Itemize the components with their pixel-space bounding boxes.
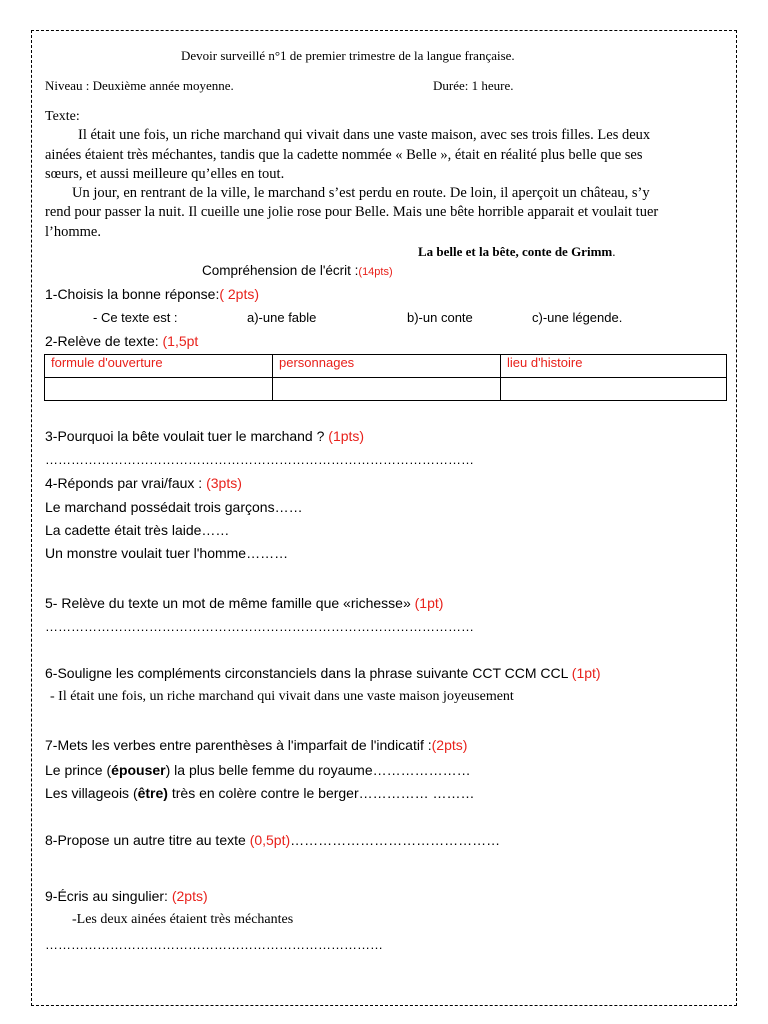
table-header-cell: formule d'ouverture: [45, 355, 273, 378]
question-4: [45, 475, 242, 491]
question-5: [45, 595, 443, 611]
text-source: [418, 244, 615, 260]
text-line: ainées étaient très méchantes, tandis que la cadette nommée « Belle », était en réalité plus belle que ses: [45, 147, 643, 163]
verb-line-start: Le prince (: [45, 762, 112, 778]
question-8-label: 8-Propose un autre titre au texte: [45, 832, 246, 848]
true-false-item: La cadette était très laide……: [45, 522, 230, 538]
text-label: Texte:: [45, 109, 80, 124]
text-line: sœurs, et aussi meilleure qu’elles en tout.: [45, 166, 285, 182]
question-2-label: 2-Relève de texte:: [45, 333, 159, 349]
question-7-points: (2pts): [431, 737, 468, 753]
text-line: rend pour passer la nuit. Il cueille une jolie rose pour Belle. Mais une bête horrible apparait et voulait tuer: [45, 204, 659, 220]
question-9-points: (2pts): [171, 888, 208, 904]
question-6-label: 6-Souligne les compléments circonstanciels dans la phrase suivante CCT CCM CCL: [45, 665, 568, 681]
question-8: [45, 832, 500, 848]
comprehension-heading: [202, 263, 393, 278]
answer-dots: ……………………………………………………………………: [45, 937, 383, 952]
question-1-label: 1-Choisis la bonne réponse:: [45, 286, 220, 302]
table-row: [45, 378, 727, 401]
question-9-sentence: -Les deux ainées étaient très méchantes: [72, 912, 294, 927]
question-6-points: (1pt): [571, 665, 601, 681]
question-6-sentence: - Il était une fois, un riche marchand qui vivait dans une vaste maison joyeusement: [50, 689, 514, 704]
answer-dots: ………………………………………………………………………………………: [45, 619, 474, 634]
question-9: [45, 888, 208, 904]
verb-line-start: Les villageois (: [45, 785, 138, 801]
exam-title: Devoir surveillé n°1 de premier trimestre de la langue française.: [181, 48, 515, 63]
duration-label: Durée: 1 heure.: [433, 78, 514, 93]
text-line: l’homme.: [45, 224, 101, 240]
text-source-bold: La belle et la bête, conte de Grimm: [418, 244, 613, 259]
verb-line: [45, 762, 471, 778]
level-label: Niveau : Deuxième année moyenne.: [45, 78, 234, 93]
table-cell: [45, 378, 273, 401]
verb-line-end: très en colère contre le berger…………… ………: [167, 785, 475, 801]
table-header-cell: lieu d'histoire: [501, 355, 727, 378]
question-4-label: 4-Réponds par vrai/faux :: [45, 475, 203, 491]
table-cell: [273, 378, 501, 401]
question-4-points: (3pts): [206, 475, 242, 491]
question-5-label: 5- Relève du texte un mot de même famille que «richesse»: [45, 595, 411, 611]
text-line: Un jour, en rentrant de la ville, le marchand s’est perdu en route. De loin, il aperçoit un château, s’y: [72, 185, 650, 201]
question-2: [45, 333, 198, 349]
question-1-stem: - Ce texte est :: [93, 310, 178, 325]
question-1-points: ( 2pts): [219, 286, 260, 302]
table-header-cell: personnages: [273, 355, 501, 378]
question-5-points: (1pt): [414, 595, 444, 611]
question-9-label: 9-Écris au singulier:: [45, 888, 168, 904]
option-b: b)-un conte: [407, 310, 473, 325]
verb-bold: être): [137, 785, 168, 801]
table-header-row: [45, 355, 727, 378]
question-3-label: 3-Pourquoi la bête voulait tuer le marchand ?: [45, 428, 325, 444]
text-source-end: .: [612, 244, 616, 259]
question-3: [45, 428, 364, 444]
question-8-points: (0,5pt): [249, 832, 291, 848]
verb-line: [45, 785, 475, 801]
question-3-points: (1pts): [328, 428, 365, 444]
question-2-points: (1,5pt: [162, 333, 199, 349]
true-false-item: Le marchand possédait trois garçons……: [45, 499, 303, 515]
answer-table: [44, 354, 727, 401]
text-line: Il était une fois, un riche marchand qui vivait dans une vaste maison, avec ses trois filles. Les deux: [78, 127, 651, 143]
comprehension-label: Compréhension de l'écrit :: [202, 263, 359, 278]
question-6: [45, 665, 601, 681]
question-7: [45, 737, 467, 753]
answer-dots: ………………………………………………………………………………………: [45, 452, 474, 467]
comprehension-points: (14pts): [358, 266, 393, 278]
option-c: c)-une légende.: [532, 310, 623, 325]
verb-bold: épouser: [111, 762, 166, 778]
true-false-item: Un monstre voulait tuer l'homme………: [45, 545, 289, 561]
answer-dots: ………………………………………: [290, 832, 501, 848]
table-cell: [501, 378, 727, 401]
verb-line-end: ) la plus belle femme du royaume…………………: [165, 762, 471, 778]
option-a: a)-une fable: [247, 310, 317, 325]
question-1: [45, 286, 259, 302]
question-7-label: 7-Mets les verbes entre parenthèses à l'imparfait de l'indicatif :: [45, 737, 432, 753]
